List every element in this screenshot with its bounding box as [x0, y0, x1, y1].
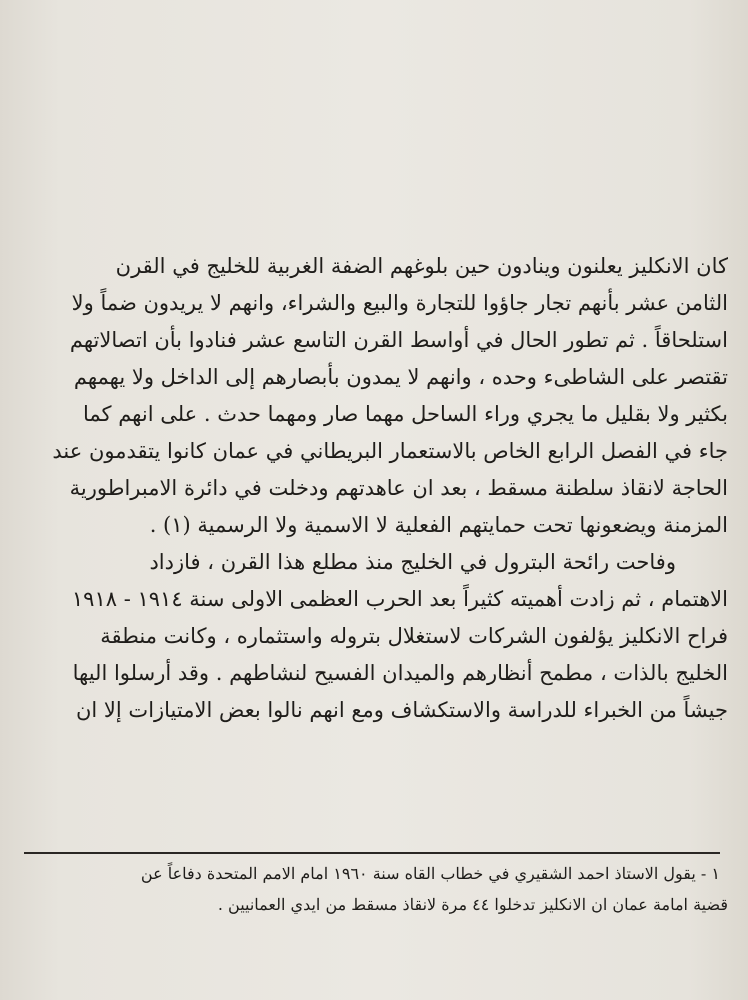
paragraph-start-line: وفاحت رائحة البترول في الخليج منذ مطلع هذا القرن ، فازداد — [149, 550, 676, 574]
footnotes — [22, 858, 728, 920]
body-line: كان الانكليز يعلنون وينادون حين بلوغهم الضفة الغربية للخليج في القرن — [115, 254, 728, 278]
footnote-line: قضية امامة عمان ان الانكليز تدخلوا ٤٤ مرة لانقاذ مسقط من ايدي العمانيين . — [217, 895, 728, 914]
body-text — [22, 248, 728, 729]
body-line: جيشاً من الخبراء للدراسة والاستكشاف ومع انهم نالوا بعض الامتيازات إلا ان — [76, 698, 728, 722]
body-line: تقتصر على الشاطىء وحده ، وانهم لا يمدون بأبصارهم إلى الداخل ولا يهمهم — [73, 365, 728, 389]
body-line: استلحاقاً . ثم تطور الحال في أواسط القرن التاسع عشر فنادوا بأن اتصالاتهم — [69, 328, 728, 352]
footnote-divider — [24, 852, 720, 854]
body-line: فراح الانكليز يؤلفون الشركات لاستغلال بتروله واستثماره ، وكانت منطقة — [100, 624, 728, 648]
body-line: المزمنة ويضعونها تحت حمايتهم الفعلية لا الاسمية ولا الرسمية (١) . — [149, 513, 728, 537]
body-line: الثامن عشر بأنهم تجار جاؤوا للتجارة والبيع والشراء، وانهم لا يريدون ضماً ولا — [71, 291, 728, 315]
body-line: الخليج بالذات ، مطمح أنظارهم والميدان الفسيح لنشاطهم . وقد أرسلوا اليها — [72, 661, 728, 685]
footnote-line: ١ - يقول الاستاذ احمد الشقيري في خطاب القاه سنة ١٩٦٠ امام الامم المتحدة دفاعاً عن — [140, 864, 720, 883]
body-line: بكثير ولا بقليل ما يجري وراء الساحل مهما صار ومهما حدث . على انهم كما — [82, 402, 728, 426]
body-line: الاهتمام ، ثم زادت أهميته كثيراً بعد الحرب العظمى الاولى سنة ١٩١٤ - ١٩١٨ — [71, 587, 728, 611]
body-line: الحاجة لانقاذ سلطنة مسقط ، بعد ان عاهدتهم ودخلت في دائرة الامبراطورية — [69, 476, 728, 500]
body-line: جاء في الفصل الرابع الخاص بالاستعمار البريطاني في عمان كانوا يتقدمون عند — [52, 439, 728, 463]
